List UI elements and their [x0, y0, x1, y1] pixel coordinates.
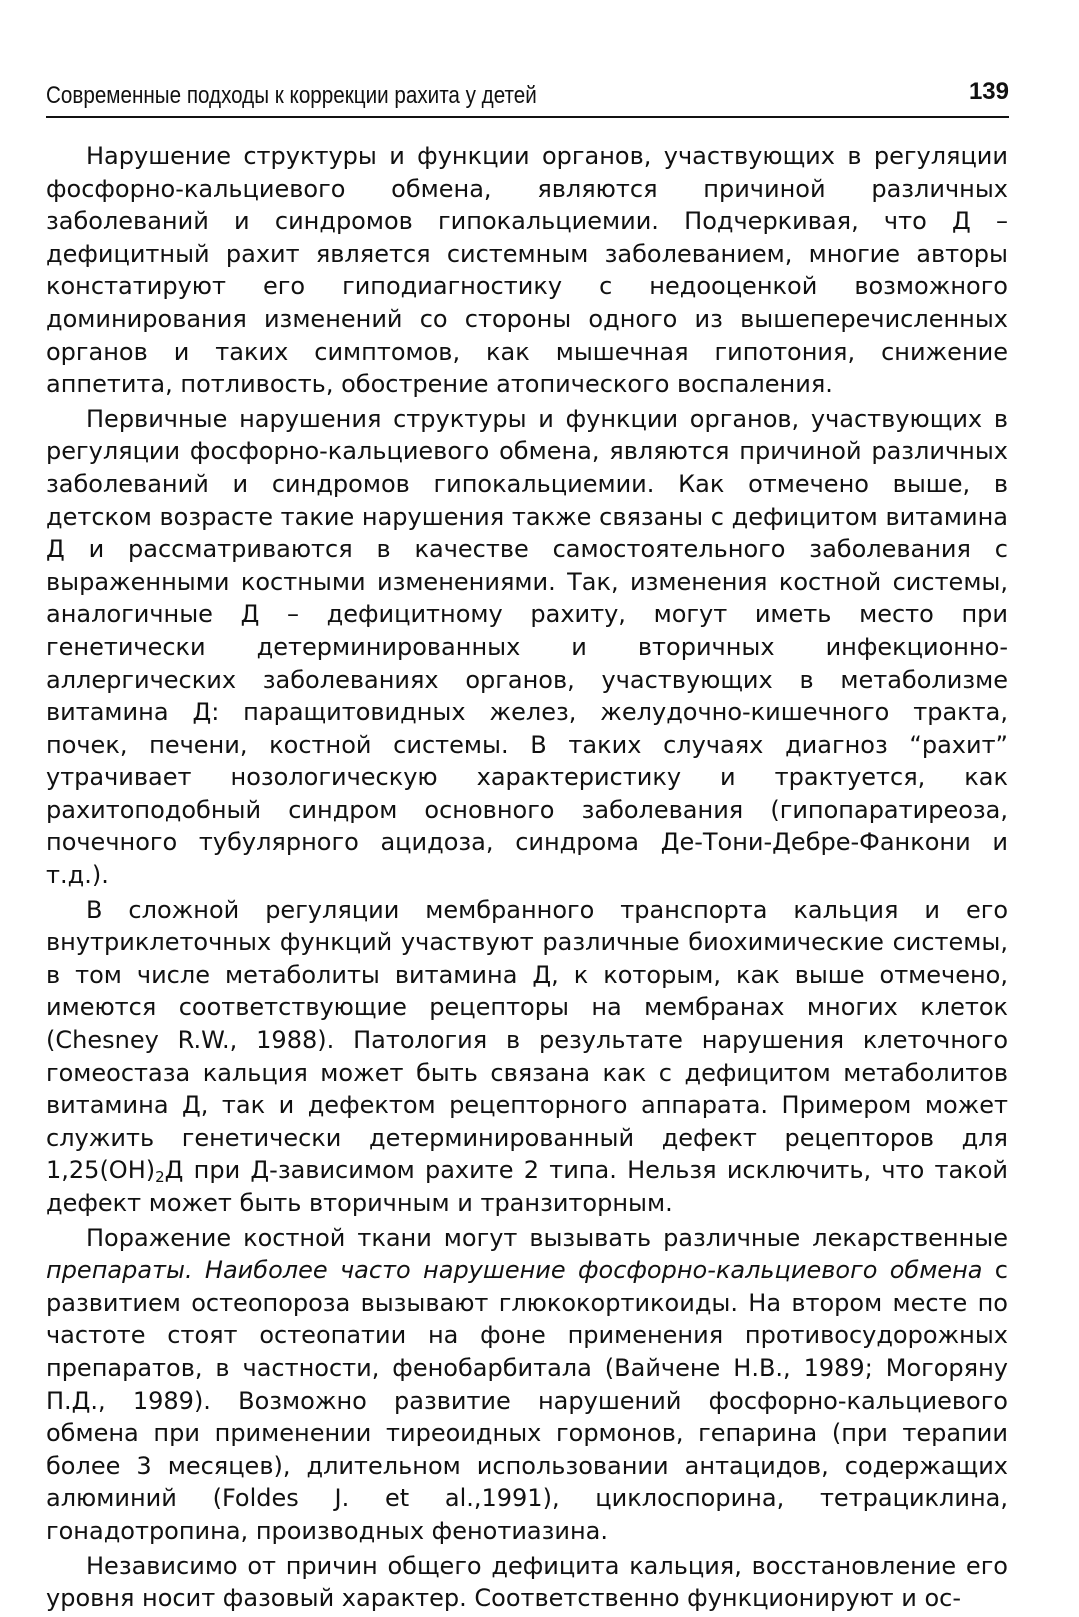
paragraph-2: Первичные нарушения структуры и функции органов, участвующих в регуляции фосфорно-кальциевого обмена, являются причиной различных заболеваний и синдромов гипокальциемии. Как отмечено выше, в детском возрасте такие нарушения также связаны с дефицитом витамина Д и рассматриваются в качестве самостоятельного заболевания с выраженными костными изменениями. Так, изменения костной системы, аналогичные Д – дефицитному рахиту, могут иметь место при генетически детерминированных и вторичных инфекционно-аллергических заболеваниях органов, участвующих в метаболизме витамина Д: паращитовидных желез, желудочно-кишечного тракта, почек, печени, костной системы. В таких случаях диагноз “рахит” утрачивает нозологическую характеристику и трактуется, как рахитоподобный синдром основного заболевания (гипопаратиреоза, почечного тубулярного ацидоза, синдрома Де-Тони-Дебре-Фанкони и т.д.). — [46, 404, 1008, 890]
paragraph-4-text-rest: с развитием остеопороза вызывают глюкокортикоиды. На втором месте по частоте стоят остеопатии на фоне применения противосудорожных препаратов, в частности, фенобарбитала (Вайчене Н.В., 1989; Могоряну П.Д., 1989). Возможно развитие нарушений фосфорно-кальциевого обмена при применении тиреоидных гормонов, гепарина (при терапии более 3 месяцев), длительном использовании антацидов, содержащих алюминий (Foldes J. et al.,1991), циклоспорина, тетрациклина, гонадотропина, производных фенотиазина. — [46, 1256, 1008, 1545]
paragraph-1: Нарушение структуры и функции органов, участвующих в регуляции фосфорно-кальциевого обмена, являются причиной различных заболеваний и синдромов гипокальциемии. Подчеркивая, что Д – дефицитный рахит является системным заболеванием, многие авторы констатируют его гиподиагностику с недооценкой возможного доминирования изменений со стороны одного из вышеперечисленных органов и таких симптомов, как мышечная гипотония, снижение аппетита, потливость, обострение атопического воспаления. — [46, 142, 1008, 399]
paragraph-4 — [46, 1222, 1008, 1548]
paragraph-3 — [46, 894, 1008, 1220]
paragraph-3-text-start: В сложной регуляции мембранного транспорта кальция и его внутриклеточных функций участвуют различные биохимические системы, в том числе метаболиты витамина Д, к которым, как выше отмечено, имеются соответствующие рецепторы на мембранах многих клеток (Chesney R.W., 1988). Патология в результате нарушения клеточного гомеостаза кальция может быть связана как с дефицитом метаболитов витамина Д, так и дефектом рецепторного аппарата. Примером может служить генетически детерминированный дефект рецепторов для 1,25(OH) — [46, 895, 1008, 1185]
paragraph-4-text-start: Поражение костной ткани могут вызывать различные лекарственные — [86, 1223, 1008, 1252]
running-header — [46, 70, 1009, 118]
body-text — [46, 140, 1008, 1617]
paragraph-5: Независимо от причин общего дефицита кальция, восстановление его уровня носит фазовый характер. Соответственно функционируют и ос- — [46, 1551, 1008, 1613]
paragraph-4-italic-text: препараты. Наиболее часто нарушение фосфорно-кальциевого обмена — [46, 1256, 983, 1285]
page-number: 139 — [968, 78, 1009, 105]
paragraph-3-text-end: Д при Д-зависимом рахите 2 типа. Нельзя исключить, что такой дефект может быть вторичным и транзиторным. — [46, 1156, 1008, 1217]
running-header-title: Современные подходы к коррекции рахита у детей — [46, 82, 537, 109]
subscript-two: 2 — [155, 1168, 165, 1187]
